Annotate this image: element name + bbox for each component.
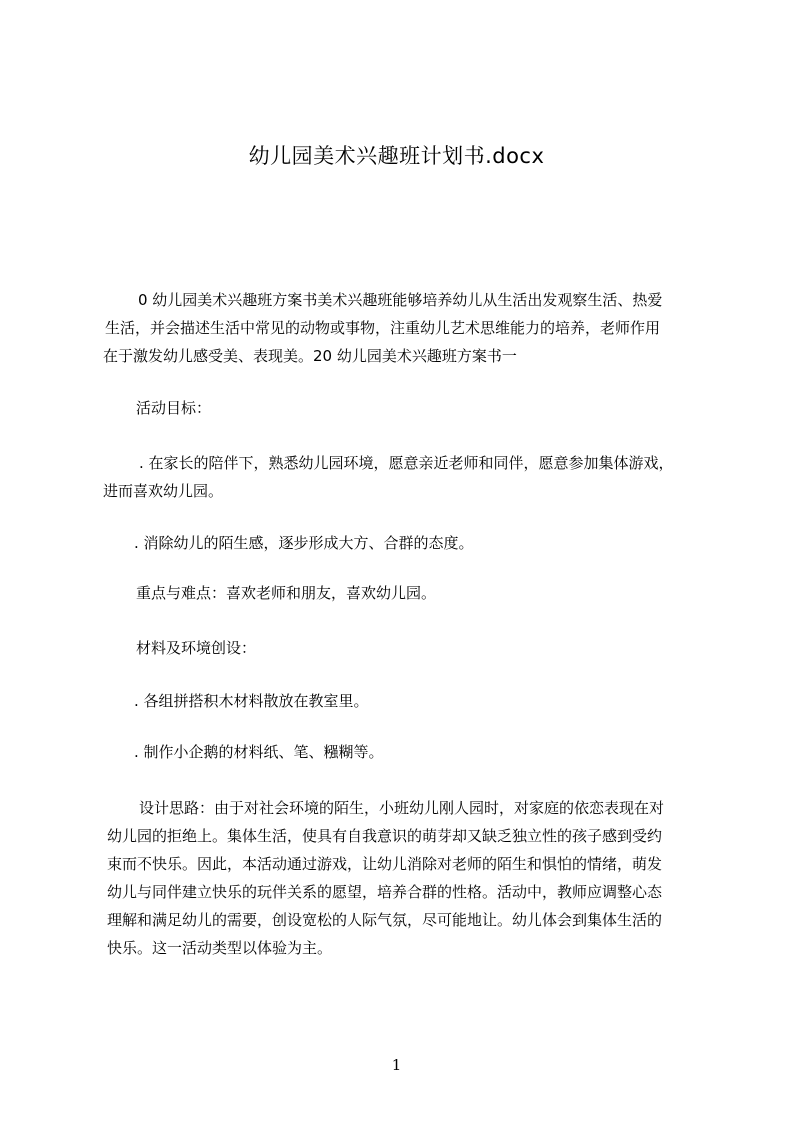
text-line: . 消除幼儿的陌生感，逐步形成大方、合群的态度。 bbox=[134, 534, 474, 552]
text-line: 束而不快乐。因此，本活动通过游戏，让幼儿消除对老师的陌生和惧怕的情绪，萌发 bbox=[107, 855, 663, 873]
text-line: . 在家长的陪伴下，熟悉幼儿园环境，愿意亲近老师和同伴，愿意参加集体游戏， bbox=[139, 454, 674, 472]
intro-paragraph bbox=[105, 286, 700, 370]
text-line: 快乐。这一活动类型以体验为主。 bbox=[107, 939, 333, 957]
text-line: . 制作小企鹅的材料纸、笔、糨糊等。 bbox=[134, 743, 384, 761]
goal-2-paragraph bbox=[134, 529, 729, 557]
text-line: 在于激发幼儿感受美、表现美。20 幼儿园美术兴趣班方案书一 bbox=[103, 347, 517, 365]
text-line: 进而喜欢幼儿园。 bbox=[103, 482, 224, 500]
text-line: 设计思路：由于对社会环境的陌生，小班幼儿刚人园时，对家庭的依恋表现在对 bbox=[139, 799, 665, 817]
material-1-paragraph bbox=[134, 687, 729, 715]
text-line: 活动目标： bbox=[136, 399, 212, 417]
text-line: 幼儿园的拒绝上。集体生活，使具有自我意识的萌芽却又缺乏独立性的孩子感到受约 bbox=[107, 827, 663, 845]
text-line: 理解和满足幼儿的需要，创设宽松的人际气氛，尽可能地让。幼儿体会到集体生活的 bbox=[107, 911, 663, 929]
text-line: 生活，并会描述生活中常见的动物或事物，注重幼儿艺术思维能力的培养，老师作用 bbox=[105, 319, 661, 337]
text-line: 0 幼儿园美术兴趣班方案书美术兴趣班能够培养幼儿从生活出发观察生活、热爱 bbox=[138, 291, 663, 309]
materials-heading bbox=[136, 634, 731, 662]
text-line: 材料及环境创设： bbox=[136, 639, 257, 657]
text-line: 重点与难点：喜欢老师和朋友，喜欢幼儿园。 bbox=[136, 584, 437, 602]
goals-heading bbox=[136, 394, 731, 422]
text-line: . 各组拼搭积木材料散放在教室里。 bbox=[134, 692, 369, 710]
page-number: 1 bbox=[391, 1056, 402, 1074]
material-2-paragraph bbox=[134, 738, 729, 766]
key-points-paragraph bbox=[136, 579, 731, 607]
text-line: 幼儿与同伴建立快乐的玩伴关系的愿望，培养合群的性格。活动中，教师应调整心态 bbox=[107, 883, 663, 901]
document-title: 幼儿园美术兴趣班计划书.docx bbox=[248, 144, 545, 168]
design-paragraph bbox=[107, 794, 699, 962]
goal-1-paragraph bbox=[103, 449, 698, 505]
